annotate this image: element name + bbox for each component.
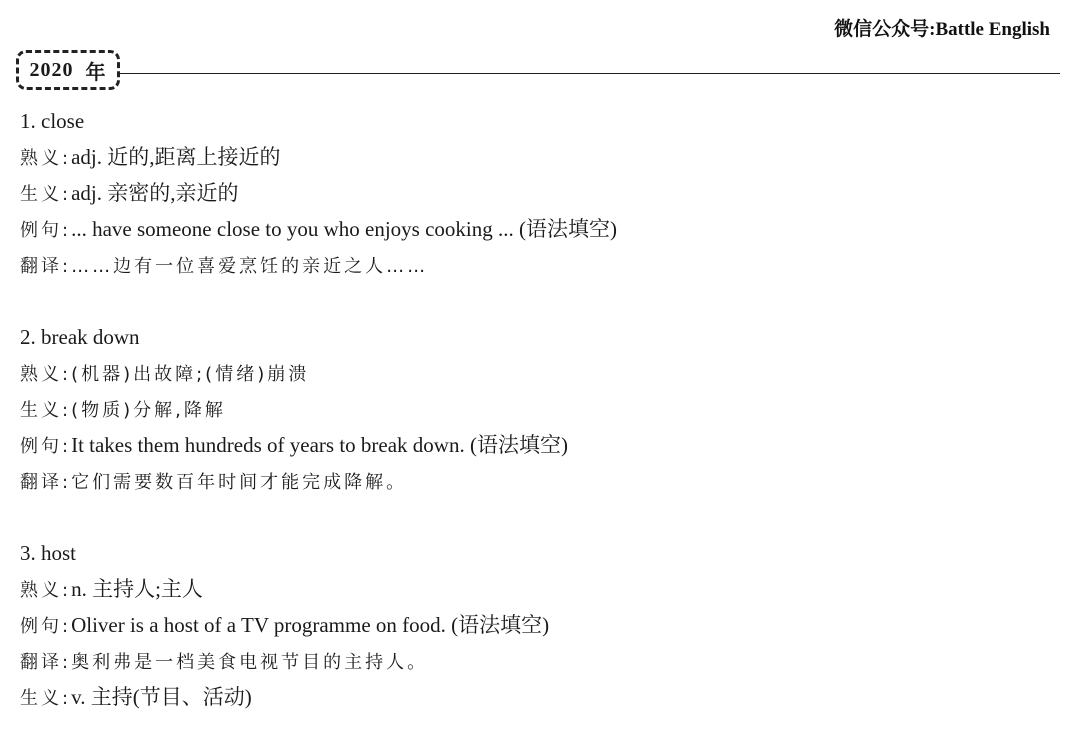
line-label: 生义: [20,400,72,421]
entry-line [20,175,1060,211]
line-text: 奥利弗是一档美食电视节目的主持人。 [71,652,429,673]
entry-line [20,643,1060,679]
year-number: 2020 [29,58,74,81]
line-label: 生义: [20,184,72,205]
entry-line [20,679,1060,715]
header-brand: 微信公众号:Battle English [834,19,1050,40]
entry-line [20,247,1060,283]
line-text: v. 主持(节目、活动) [71,685,252,709]
entry-break-down [20,319,1060,499]
entry-host [20,535,1060,715]
entry-line [20,391,1060,427]
line-label: 例句: [20,616,72,637]
line-text: (机器)出故障;(情绪)崩溃 [71,364,310,385]
line-label: 例句: [20,220,72,241]
line-text: adj. 近的,距离上接近的 [71,145,281,169]
line-label: 翻译: [20,472,72,493]
entry-close [20,103,1060,283]
line-text: Oliver is a host of a TV programme on food. (语法填空) [71,613,550,637]
line-text: n. 主持人;主人 [71,577,203,601]
entry-title: 1. close [20,109,85,133]
line-text: ... have someone close to you who enjoys cooking ... (语法填空) [71,217,617,241]
line-text: adj. 亲密的,亲近的 [71,181,239,205]
line-label: 熟义: [20,148,72,169]
line-label: 生义: [20,688,72,709]
line-text: It takes them hundreds of years to break down. (语法填空) [71,433,568,457]
entry-title: 3. host [20,541,77,565]
entry-line [20,463,1060,499]
entry-line [20,571,1060,607]
line-label: 翻译: [20,652,72,673]
line-label: 熟义: [20,364,72,385]
line-text: ……边有一位喜爱烹饪的亲近之人…… [71,256,429,277]
line-text: (物质)分解,降解 [71,400,226,421]
line-text: 它们需要数百年时间才能完成降解。 [71,472,408,493]
entries-list [20,103,1060,751]
entry-line [20,607,1060,643]
line-label: 例句: [20,436,72,457]
entry-line [20,139,1060,175]
entry-title: 2. break down [20,325,140,349]
entry-line [20,427,1060,463]
year-suffix: 年 [85,61,107,84]
line-label: 翻译: [20,256,72,277]
year-badge [16,50,120,90]
header-divider [120,73,1060,74]
line-label: 熟义: [20,580,72,601]
entry-line [20,355,1060,391]
entry-line [20,211,1060,247]
